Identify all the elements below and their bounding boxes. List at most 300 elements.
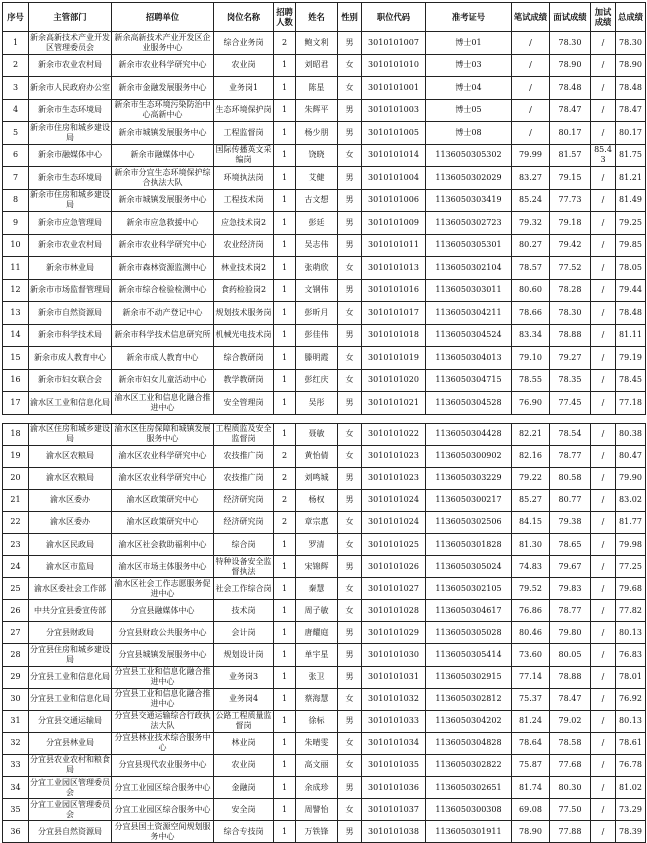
table-cell: 农技推广岗 <box>214 467 274 489</box>
table-cell: 1136050305414 <box>426 644 512 666</box>
table-cell: 1 <box>274 754 296 776</box>
table-cell: 中共分宜县委宣传部 <box>29 600 112 622</box>
table-cell: / <box>591 489 616 511</box>
col-header: 职位代码 <box>362 3 426 32</box>
table-cell: 1136050304715 <box>426 369 512 392</box>
table-cell: 36 <box>3 821 29 843</box>
table-cell: 新余市农业科学研究中心 <box>112 54 214 77</box>
table-cell: 新余市妇女联合会 <box>29 369 112 392</box>
table-cell: 76.92 <box>616 688 646 710</box>
table-cell: 13 <box>3 302 29 325</box>
table-cell: 新余高新技术产业开发区企业服务中心 <box>112 32 214 55</box>
table-cell: 83.27 <box>512 167 550 190</box>
table-cell: 77.82 <box>616 600 646 622</box>
table-row <box>3 32 646 55</box>
table-cell: 73.29 <box>616 799 646 821</box>
table-cell: 分宜县工业和信息化局 <box>29 666 112 688</box>
table-cell: 78.88 <box>550 666 591 688</box>
table-cell: 17 <box>3 392 29 415</box>
table-cell: 3010101024 <box>362 489 426 511</box>
table-row <box>3 688 646 710</box>
table-cell: 1 <box>274 533 296 555</box>
table-cell: 1136050302029 <box>426 167 512 190</box>
table-cell: 农业经济岗 <box>214 234 274 257</box>
table-cell: 1136050302105 <box>426 578 512 600</box>
table-cell: 79.19 <box>616 347 646 370</box>
table-cell: 林业技术岗2 <box>214 257 274 280</box>
table-cell: 1 <box>274 99 296 122</box>
table-row <box>3 644 646 666</box>
table-cell: 渝水区委办 <box>29 511 112 533</box>
table-cell: 1 <box>274 644 296 666</box>
table-row <box>3 533 646 555</box>
table-cell: / <box>591 511 616 533</box>
table-cell: 渝水区农业科学研究中心 <box>112 445 214 467</box>
table-cell: 3010101022 <box>362 423 426 445</box>
table-cell: 分宜工业园区管理委员会 <box>29 799 112 821</box>
table-cell: 3010101024 <box>362 511 426 533</box>
col-header: 加试成绩 <box>591 3 616 32</box>
table-cell: 76.83 <box>616 644 646 666</box>
table-cell: 应急技术岗2 <box>214 212 274 235</box>
table-cell: 8 <box>3 189 29 212</box>
table-cell: 21 <box>3 489 29 511</box>
table-cell: 文钢伟 <box>296 279 338 302</box>
table-cell: 新余市农业科学研究中心 <box>112 234 214 257</box>
table-row <box>3 324 646 347</box>
table-cell: 32 <box>3 732 29 754</box>
table-cell: 林业岗 <box>214 732 274 754</box>
table-cell: 78.88 <box>550 324 591 347</box>
table-cell: 周子敏 <box>296 600 338 622</box>
table-row <box>3 302 646 325</box>
table-cell: 朱晴雯 <box>296 732 338 754</box>
table-cell: 3010101020 <box>362 369 426 392</box>
table-cell: 78.47 <box>550 99 591 122</box>
table-cell: 22 <box>3 511 29 533</box>
table-cell: 29 <box>3 666 29 688</box>
table-cell: 男 <box>338 324 362 347</box>
table-cell: 新余高新技术产业开发区管理委员会 <box>29 32 112 55</box>
table-cell: 19 <box>3 445 29 467</box>
table-cell: 男 <box>338 777 362 799</box>
table-cell: 79.98 <box>616 533 646 555</box>
table-cell: 31 <box>3 710 29 732</box>
table-cell: 黄怡倩 <box>296 445 338 467</box>
table-cell: / <box>591 644 616 666</box>
table-cell: 女 <box>338 445 362 467</box>
table-cell: 新余市科学技术信息研究所 <box>112 324 214 347</box>
table-cell: 渝水区政策研究中心 <box>112 489 214 511</box>
table-cell: 3010101036 <box>362 777 426 799</box>
table-cell: 78.54 <box>550 423 591 445</box>
header-row <box>3 3 646 32</box>
table-cell: / <box>591 710 616 732</box>
score-table <box>2 2 646 415</box>
table-row <box>3 279 646 302</box>
table-cell: 26 <box>3 600 29 622</box>
table-cell: 彭昕月 <box>296 302 338 325</box>
table-cell: 3010101001 <box>362 77 426 100</box>
table-cell: 新余市妇女儿童活动中心 <box>112 369 214 392</box>
table-cell: 78.45 <box>616 369 646 392</box>
table-cell: 吴志伟 <box>296 234 338 257</box>
table-cell: 业务岗3 <box>214 666 274 688</box>
table-cell: 渝水区社会救助福利中心 <box>112 533 214 555</box>
table-cell: 分宜工业园区管理委员会 <box>29 777 112 799</box>
table-cell: 经济研究岗 <box>214 489 274 511</box>
table-cell: 新余市生态环境局 <box>29 99 112 122</box>
table-row <box>3 511 646 533</box>
table-cell: 1136050304528 <box>426 392 512 415</box>
table-cell: 79.80 <box>550 622 591 644</box>
table-cell: 工程技术岗 <box>214 189 274 212</box>
table-cell: 分宜县工业和信息化局 <box>29 688 112 710</box>
table-cell: 78.30 <box>616 32 646 55</box>
table-cell: 农业岗 <box>214 754 274 776</box>
table-cell: 77.18 <box>616 392 646 415</box>
table-cell: / <box>591 777 616 799</box>
table-cell: 1 <box>274 578 296 600</box>
table-cell: 3010101006 <box>362 189 426 212</box>
table-cell: 1136050302915 <box>426 666 512 688</box>
table-cell: 博士04 <box>426 77 512 100</box>
table-cell: 公路工程质量监督岗 <box>214 710 274 732</box>
table-cell: 85.43 <box>591 144 616 167</box>
table-cell: 新余市金融发展服务中心 <box>112 77 214 100</box>
table-cell: 1 <box>274 122 296 145</box>
table-cell: 76.90 <box>512 392 550 415</box>
table-cell: 3010101016 <box>362 279 426 302</box>
table-cell: 3010101019 <box>362 347 426 370</box>
table-cell: 76.78 <box>616 754 646 776</box>
table-cell: 1 <box>274 392 296 415</box>
table-cell: 3010101030 <box>362 644 426 666</box>
table-cell: 男 <box>338 622 362 644</box>
table-cell: 3010101032 <box>362 688 426 710</box>
table-cell: 79.90 <box>616 467 646 489</box>
table-cell: 69.08 <box>512 799 550 821</box>
table-cell: 规划技术服务岗 <box>214 302 274 325</box>
table-cell: 3010101031 <box>362 666 426 688</box>
table-cell: 81.74 <box>512 777 550 799</box>
table-cell: / <box>591 212 616 235</box>
table-cell: 81.21 <box>616 167 646 190</box>
table-cell: 机械光电技术岗 <box>214 324 274 347</box>
table-cell: 渝水区住房保障和城镇发展服务中心 <box>112 423 214 445</box>
table-cell: / <box>591 369 616 392</box>
table-cell: 1 <box>274 167 296 190</box>
table-cell: 安全岗 <box>214 799 274 821</box>
table-cell: 女 <box>338 347 362 370</box>
table-cell: 79.85 <box>616 234 646 257</box>
table-row <box>3 77 646 100</box>
table-cell: 81.77 <box>616 511 646 533</box>
table-cell: 15 <box>3 347 29 370</box>
table-cell: 吴彤 <box>296 392 338 415</box>
table-cell: 78.47 <box>550 688 591 710</box>
table-cell: 78.90 <box>616 54 646 77</box>
table-cell: / <box>591 600 616 622</box>
table-cell: / <box>591 799 616 821</box>
table-cell: 男 <box>338 122 362 145</box>
col-header: 准考证号 <box>426 3 512 32</box>
table-cell: 女 <box>338 302 362 325</box>
table-cell: 综合岗 <box>214 533 274 555</box>
table-cell: 分宜县交通运输局 <box>29 710 112 732</box>
table-cell: / <box>591 732 616 754</box>
table-cell: 30 <box>3 688 29 710</box>
table-cell: 1 <box>274 144 296 167</box>
table-cell: 1136050304211 <box>426 302 512 325</box>
table-cell: 女 <box>338 732 362 754</box>
table-cell: 特种设备安全监督执法 <box>214 556 274 578</box>
table-cell: 分宜工业园区综合服务中心 <box>112 799 214 821</box>
table-cell: 81.24 <box>512 710 550 732</box>
table-cell: 1 <box>274 369 296 392</box>
table-cell: 1 <box>274 234 296 257</box>
table-body-part2 <box>3 423 646 843</box>
table-cell: 3010101023 <box>362 445 426 467</box>
table-cell: / <box>591 99 616 122</box>
table-cell: 78.90 <box>512 821 550 843</box>
table-cell: 1 <box>274 710 296 732</box>
table-cell: 78.61 <box>616 732 646 754</box>
table-cell: 10 <box>3 234 29 257</box>
col-header: 主管部门 <box>29 3 112 32</box>
table-cell: 78.55 <box>512 369 550 392</box>
table-cell: 79.67 <box>550 556 591 578</box>
table-cell: 渝水区委社会工作部 <box>29 578 112 600</box>
table-cell: 14 <box>3 324 29 347</box>
table-cell: 78.39 <box>616 821 646 843</box>
table-cell: 女 <box>338 144 362 167</box>
table-cell: 78.65 <box>550 533 591 555</box>
col-header: 序号 <box>3 3 29 32</box>
table-cell: 3010101021 <box>362 392 426 415</box>
table-cell: 1 <box>274 257 296 280</box>
table-cell: 张萌欣 <box>296 257 338 280</box>
table-cell: 男 <box>338 467 362 489</box>
table-cell: / <box>591 423 616 445</box>
table-cell: 9 <box>3 212 29 235</box>
table-cell: 1 <box>274 799 296 821</box>
table-cell: 渝水区市监局 <box>29 556 112 578</box>
table-cell: 79.38 <box>550 511 591 533</box>
table-cell: / <box>591 54 616 77</box>
table-cell: 1 <box>274 189 296 212</box>
table-cell: 80.77 <box>550 489 591 511</box>
table-cell: 78.58 <box>550 732 591 754</box>
table-cell: 77.73 <box>550 189 591 212</box>
table-cell: 3010101023 <box>362 467 426 489</box>
table-cell: 81.11 <box>616 324 646 347</box>
table-cell: 古文想 <box>296 189 338 212</box>
table-cell: 女 <box>338 54 362 77</box>
table-cell: 77.88 <box>550 821 591 843</box>
table-cell: 1136050304828 <box>426 732 512 754</box>
table-cell: 社会工作综合岗 <box>214 578 274 600</box>
table-cell: 1136050301828 <box>426 533 512 555</box>
table-cell: 滕明霞 <box>296 347 338 370</box>
table-cell: 3010101014 <box>362 144 426 167</box>
table-cell: 分宜县城镇发展服务中心 <box>112 644 214 666</box>
table-cell: 75.87 <box>512 754 550 776</box>
table-cell: 朱辉平 <box>296 99 338 122</box>
table-cell: 4 <box>3 99 29 122</box>
table-cell: 男 <box>338 167 362 190</box>
table-cell: 79.27 <box>550 347 591 370</box>
table-cell: / <box>591 122 616 145</box>
table-cell: 78.30 <box>550 302 591 325</box>
table-cell: 安全管理岗 <box>214 392 274 415</box>
table-cell: 78.05 <box>616 257 646 280</box>
table-cell: 1136050300308 <box>426 799 512 821</box>
table-cell: 16 <box>3 369 29 392</box>
table-cell: 综合教研岗 <box>214 347 274 370</box>
table-cell: 分宜县住房和城乡建设局 <box>29 644 112 666</box>
table-cell: 女 <box>338 578 362 600</box>
table-cell: 83.34 <box>512 324 550 347</box>
table-cell: 徐标 <box>296 710 338 732</box>
table-cell: / <box>591 279 616 302</box>
table-cell: 男 <box>338 212 362 235</box>
table-cell: 技术岗 <box>214 600 274 622</box>
table-cell: 77.45 <box>550 392 591 415</box>
table-cell: 80.58 <box>550 467 591 489</box>
table-row <box>3 347 646 370</box>
table-cell: 75.37 <box>512 688 550 710</box>
table-cell: 80.38 <box>616 423 646 445</box>
table-cell: 唐耀庭 <box>296 622 338 644</box>
table-cell: / <box>512 77 550 100</box>
table-row <box>3 212 646 235</box>
table-cell: 3010101009 <box>362 212 426 235</box>
table-cell: 3010101003 <box>362 99 426 122</box>
table-cell: 79.02 <box>550 710 591 732</box>
table-cell: 万铁锋 <box>296 821 338 843</box>
table-cell: 3010101011 <box>362 234 426 257</box>
table-cell: 环境执法岗 <box>214 167 274 190</box>
table-cell: 1136050305028 <box>426 622 512 644</box>
table-cell: 79.83 <box>550 578 591 600</box>
table-row <box>3 392 646 415</box>
table-cell: / <box>512 99 550 122</box>
table-cell: 25 <box>3 578 29 600</box>
table-cell: 81.57 <box>550 144 591 167</box>
table-cell: 男 <box>338 710 362 732</box>
table-cell: 79.22 <box>512 467 550 489</box>
table-cell: 渝水区农粮局 <box>29 467 112 489</box>
table-cell: 1 <box>274 302 296 325</box>
table-cell: 会计岗 <box>214 622 274 644</box>
table-row <box>3 578 646 600</box>
table-cell: 80.27 <box>512 234 550 257</box>
table-cell: 综合专技岗 <box>214 821 274 843</box>
table-cell: 3010101018 <box>362 324 426 347</box>
table-cell: 女 <box>338 688 362 710</box>
table-cell: 女 <box>338 423 362 445</box>
table-cell: 新余市住房和城乡建设局 <box>29 122 112 145</box>
table-cell: 3010101028 <box>362 600 426 622</box>
table-cell: 新余市自然资源局 <box>29 302 112 325</box>
table-row <box>3 821 646 843</box>
table-cell: / <box>591 666 616 688</box>
table-row <box>3 489 646 511</box>
table-cell: 渝水区住房和城乡建设局 <box>29 423 112 445</box>
table-cell: 新余市应急管理局 <box>29 212 112 235</box>
table-cell: 78.28 <box>550 279 591 302</box>
table-cell: / <box>591 257 616 280</box>
table-cell: 81.02 <box>616 777 646 799</box>
table-cell: 男 <box>338 189 362 212</box>
table-cell: 工程质监及安全监督岗 <box>214 423 274 445</box>
table-cell: / <box>591 578 616 600</box>
table-cell: 刘昭君 <box>296 54 338 77</box>
table-cell: 新余市综合检验检测中心 <box>112 279 214 302</box>
table-cell: 1 <box>274 77 296 100</box>
table-cell: 5 <box>3 122 29 145</box>
table-cell: 79.10 <box>512 347 550 370</box>
table-cell: 1 <box>274 347 296 370</box>
table-cell: 高文丽 <box>296 754 338 776</box>
table-cell: 彭佳伟 <box>296 324 338 347</box>
table-cell: 1136050303229 <box>426 467 512 489</box>
table-cell: / <box>591 467 616 489</box>
table-cell: 1136050305301 <box>426 234 512 257</box>
table-cell: 分宜县财政局 <box>29 622 112 644</box>
table-cell: 分宜县农业农村和粮食局 <box>29 754 112 776</box>
table-cell: 女 <box>338 257 362 280</box>
table-cell: 1 <box>274 212 296 235</box>
table-cell: 1136050305302 <box>426 144 512 167</box>
table-cell: 3010101037 <box>362 799 426 821</box>
table-cell: 分宜县交通运输综合行政执法大队 <box>112 710 214 732</box>
table-cell: 78.48 <box>616 77 646 100</box>
table-cell: 77.52 <box>550 257 591 280</box>
table-cell: 杨少朋 <box>296 122 338 145</box>
table-cell: 渝水区农粮局 <box>29 445 112 467</box>
table-cell: 新余市森林资源监测中心 <box>112 257 214 280</box>
table-cell: 博士05 <box>426 99 512 122</box>
table-cell: 2 <box>274 489 296 511</box>
table-cell: 余成珍 <box>296 777 338 799</box>
table-cell: 80.13 <box>616 622 646 644</box>
table-cell: 1136050302651 <box>426 777 512 799</box>
table-cell: 农技推广岗 <box>214 445 274 467</box>
table-cell: 77.68 <box>550 754 591 776</box>
table-cell: 张卫 <box>296 666 338 688</box>
table-cell: 1136050304013 <box>426 347 512 370</box>
table-cell: 渝水区委办 <box>29 489 112 511</box>
table-cell: 业务岗4 <box>214 688 274 710</box>
table-cell: 83.02 <box>616 489 646 511</box>
table-cell: 周譬怡 <box>296 799 338 821</box>
table-cell: 分宜县融媒体中心 <box>112 600 214 622</box>
score-table-continued <box>2 423 646 843</box>
table-cell: 女 <box>338 77 362 100</box>
table-cell: 27 <box>3 622 29 644</box>
table-cell: / <box>591 821 616 843</box>
table-cell: 79.44 <box>616 279 646 302</box>
table-cell: 85.27 <box>512 489 550 511</box>
table-cell: / <box>591 392 616 415</box>
table-row <box>3 423 646 445</box>
table-cell: 3010101013 <box>362 257 426 280</box>
table-cell: 3010101027 <box>362 578 426 600</box>
table-cell: 女 <box>338 369 362 392</box>
col-header: 性别 <box>338 3 362 32</box>
